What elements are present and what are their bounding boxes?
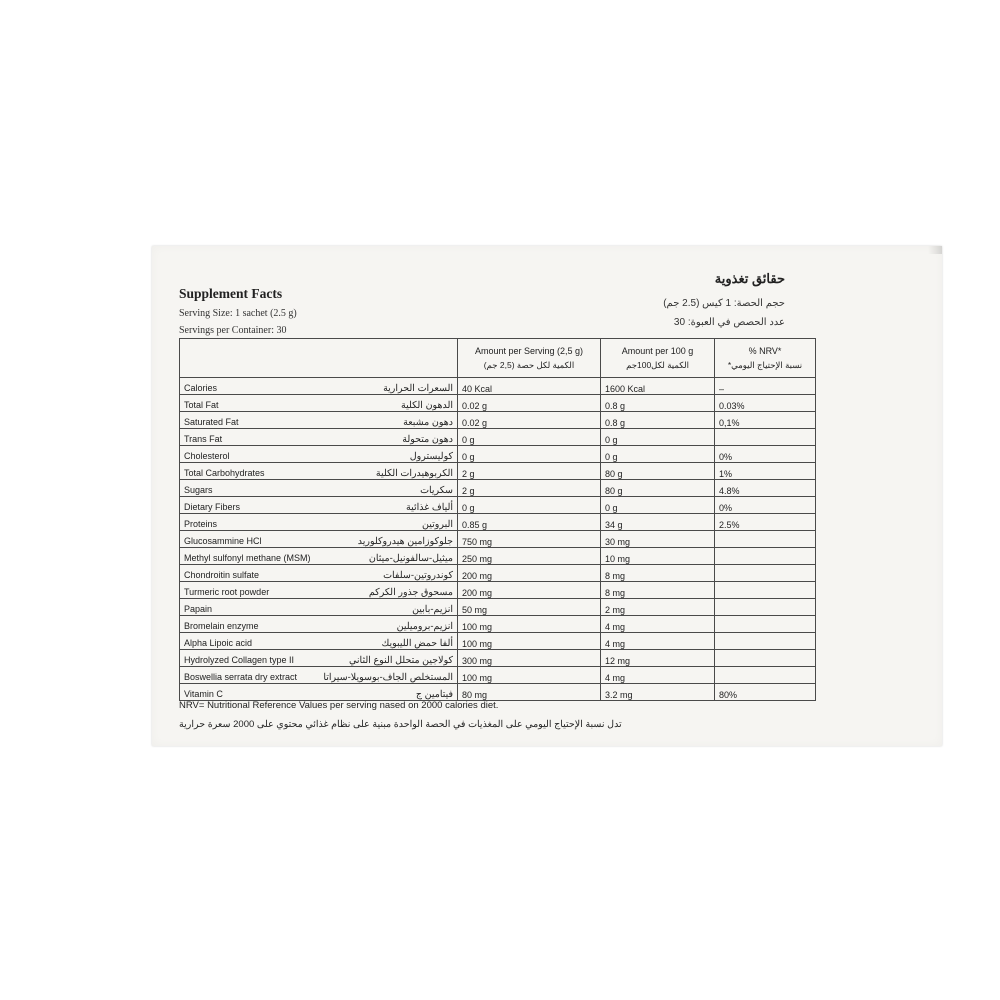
nutrient-name-cell [180, 412, 458, 429]
amount-per-100g: 3.2 mg [601, 684, 715, 701]
nutrient-name-cell [180, 599, 458, 616]
nutrient-name-ar: كولاجين متحلل النوع الثاني [349, 655, 453, 666]
amount-per-serving: 0.85 g [458, 514, 601, 531]
nutrient-name-ar: سكريات [420, 485, 453, 496]
nutrient-name-en: Methyl sulfonyl methane (MSM) [184, 553, 311, 563]
nutrient-name-ar: ألياف غذائية [406, 502, 453, 513]
amount-per-100g: 0.8 g [601, 412, 715, 429]
title-ar: حقائق تغذوية [714, 271, 785, 286]
servings-per-container-en: Servings per Container: 30 [179, 325, 287, 336]
table-row [180, 378, 816, 395]
serving-size-en: Serving Size: 1 sachet (2.5 g) [179, 308, 297, 319]
amount-per-100g: 4 mg [601, 633, 715, 650]
col-header-per-100g-en: Amount per 100 g [621, 346, 694, 356]
table-row [180, 497, 816, 514]
nutrient-name-cell [180, 378, 458, 395]
amount-per-serving: 0 g [458, 446, 601, 463]
nutrient-name-ar: السعرات الحرارية [383, 383, 453, 394]
table-row [180, 599, 816, 616]
amount-per-100g: 4 mg [601, 616, 715, 633]
nutrient-name-en: Dietary Fibers [184, 502, 241, 512]
nutrient-name-en: Turmeric root powder [184, 587, 270, 597]
amount-per-100g: 34 g [601, 514, 715, 531]
amount-per-serving: 200 mg [458, 582, 601, 599]
nutrient-name-ar: مسحوق جذور الكركم [368, 587, 453, 598]
amount-per-100g: 10 mg [601, 548, 715, 565]
nrv-percent [715, 650, 816, 667]
nutrient-name-cell [180, 429, 458, 446]
amount-per-serving: 250 mg [458, 548, 601, 565]
amount-per-serving: 0.02 g [458, 412, 601, 429]
amount-per-serving: 0.02 g [458, 395, 601, 412]
nutrient-name-en: Calories [184, 383, 218, 393]
nutrient-name-en: Bromelain enzyme [184, 621, 259, 631]
facts-table-body [180, 378, 816, 701]
table-row [180, 429, 816, 446]
table-row [180, 463, 816, 480]
nrv-percent [715, 667, 816, 684]
nrv-percent: 0.03% [715, 395, 816, 412]
nrv-percent [715, 429, 816, 446]
amount-per-100g: 0.8 g [601, 395, 715, 412]
amount-per-serving: 50 mg [458, 599, 601, 616]
nutrient-name-ar: المستخلص الجاف-بوسويلا-سيراتا [323, 672, 453, 683]
table-row [180, 446, 816, 463]
amount-per-serving: 0 g [458, 497, 601, 514]
title-en: Supplement Facts [179, 286, 283, 301]
nutrient-name-cell [180, 395, 458, 412]
table-row [180, 667, 816, 684]
table-row [180, 582, 816, 599]
nrv-percent [715, 633, 816, 650]
facts-table [179, 338, 816, 701]
amount-per-100g: 4 mg [601, 667, 715, 684]
nutrient-name-en: Proteins [184, 519, 218, 529]
table-row [180, 565, 816, 582]
col-header-nrv-ar: نسبة الإحتياج اليومي* [727, 360, 803, 370]
label-header [152, 246, 942, 336]
nutrient-name-en: Hydrolyzed Collagen type II [184, 655, 295, 665]
nutrient-name-ar: جلوكوزامين هيدروكلوريد [357, 536, 453, 547]
nutrient-name-ar: الدهون الكلية [401, 400, 453, 411]
nutrient-name-en: Sugars [184, 485, 213, 495]
nrv-percent [715, 531, 816, 548]
nutrient-name-cell [180, 446, 458, 463]
col-header-nrv [715, 339, 816, 378]
col-header-per-serving [458, 339, 601, 378]
nutrient-name-ar: ألفا حمض الليبويك [381, 638, 453, 649]
nutrient-name-ar: دهون مشبعة [403, 417, 453, 428]
nutrient-name-ar: ميثيل-سالفونيل-ميثان [368, 553, 453, 564]
table-row [180, 633, 816, 650]
amount-per-serving: 100 mg [458, 616, 601, 633]
nutrient-name-en: Chondroitin sulfate [184, 570, 260, 580]
nrv-percent: 0,1% [715, 412, 816, 429]
nrv-percent: 0% [715, 446, 816, 463]
amount-per-serving: 200 mg [458, 565, 601, 582]
servings-per-container-ar: عدد الحصص في العبوة: 30 [673, 317, 785, 328]
nutrient-name-cell [180, 633, 458, 650]
supplement-facts-label [152, 246, 942, 746]
nutrient-name-cell [180, 548, 458, 565]
amount-per-serving: 100 mg [458, 633, 601, 650]
nutrient-name-en: Boswellia serrata dry extract [184, 672, 298, 682]
amount-per-100g: 12 mg [601, 650, 715, 667]
nutrient-name-cell [180, 684, 458, 701]
nutrient-name-ar: انزيم-بروميلين [396, 621, 453, 632]
nutrient-name-ar: الكربوهيدرات الكلية [375, 468, 453, 479]
nutrient-name-cell [180, 667, 458, 684]
nutrient-name-ar: انزيم-بابين [412, 604, 453, 615]
amount-per-100g: 0 g [601, 497, 715, 514]
amount-per-serving: 2 g [458, 463, 601, 480]
nutrient-name-cell [180, 480, 458, 497]
nutrient-name-cell [180, 514, 458, 531]
col-header-per-100g [601, 339, 715, 378]
nrv-percent [715, 582, 816, 599]
nutrient-name-ar: دهون متحولة [402, 434, 453, 445]
amount-per-100g: 8 mg [601, 565, 715, 582]
nutrient-name-cell [180, 497, 458, 514]
nrv-percent [715, 548, 816, 565]
col-header-per-serving-ar: الكمية لكل حصة (2,5 جم) [483, 360, 575, 370]
nutrient-name-en: Alpha Lipoic acid [184, 638, 253, 648]
nutrient-name-en: Saturated Fat [184, 417, 239, 427]
nutrient-name-ar: البروتين [422, 519, 453, 530]
nutrient-name-ar: فيتامين ج [415, 689, 453, 700]
table-row [180, 548, 816, 565]
serving-size-ar: حجم الحصة: 1 كيس (2.5 جم) [663, 298, 785, 309]
header-blank-cell [180, 339, 458, 378]
amount-per-100g: 1600 Kcal [601, 378, 715, 395]
col-header-per-serving-en: Amount per Serving (2,5 g) [474, 346, 584, 356]
amount-per-serving: 300 mg [458, 650, 601, 667]
amount-per-serving: 100 mg [458, 667, 601, 684]
facts-table-header-row [180, 339, 816, 378]
nutrient-name-en: Papain [184, 604, 213, 614]
table-row [180, 616, 816, 633]
table-row [180, 412, 816, 429]
amount-per-100g: 30 mg [601, 531, 715, 548]
nrv-percent: 0% [715, 497, 816, 514]
table-row [180, 684, 816, 701]
nutrient-name-en: Cholesterol [184, 451, 230, 461]
nutrient-name-cell [180, 650, 458, 667]
amount-per-100g: 8 mg [601, 582, 715, 599]
nutrient-name-cell [180, 565, 458, 582]
nrv-percent: 1% [715, 463, 816, 480]
nutrient-name-en: Total Carbohydrates [184, 468, 265, 478]
amount-per-serving: 0 g [458, 429, 601, 446]
amount-per-100g: 80 g [601, 463, 715, 480]
amount-per-serving: 2 g [458, 480, 601, 497]
amount-per-100g: 0 g [601, 429, 715, 446]
nrv-percent [715, 565, 816, 582]
nutrient-name-en: Glucosammine HCl [184, 536, 262, 546]
nutrient-name-cell [180, 531, 458, 548]
nutrient-name-cell [180, 616, 458, 633]
table-row [180, 514, 816, 531]
table-row [180, 480, 816, 497]
amount-per-100g: 2 mg [601, 599, 715, 616]
nrv-percent [715, 599, 816, 616]
nrv-percent: 2.5% [715, 514, 816, 531]
amount-per-100g: 0 g [601, 446, 715, 463]
nrv-percent: – [715, 378, 816, 395]
col-header-nrv-en: % NRV* [748, 346, 782, 356]
amount-per-serving: 80 mg [458, 684, 601, 701]
nutrient-name-en: Vitamin C [184, 689, 223, 699]
nrv-footnote-en: NRV= Nutritional Reference Values per serving nased on 2000 calories diet. [179, 700, 499, 711]
table-row [180, 395, 816, 412]
table-row [180, 650, 816, 667]
nutrient-name-en: Total Fat [184, 400, 219, 410]
amount-per-serving: 750 mg [458, 531, 601, 548]
nutrient-name-ar: كوليسترول [409, 451, 453, 462]
nrv-percent: 4.8% [715, 480, 816, 497]
nutrient-name-ar: كوندروتين-سلفات [383, 570, 453, 581]
table-row [180, 531, 816, 548]
nutrient-name-cell [180, 582, 458, 599]
nrv-footnote-ar: تدل نسبة الإحتياج اليومي على المغذيات في الحصة الواحدة مبنية على نظام غذائي محتوي على 2000 سعرة حرارية [179, 719, 622, 730]
amount-per-serving: 40 Kcal [458, 378, 601, 395]
nutrient-name-en: Trans Fat [184, 434, 223, 444]
col-header-per-100g-ar: الكمية لكل100جم [626, 360, 689, 370]
nrv-percent: 80% [715, 684, 816, 701]
nutrient-name-cell [180, 463, 458, 480]
nrv-percent [715, 616, 816, 633]
amount-per-100g: 80 g [601, 480, 715, 497]
